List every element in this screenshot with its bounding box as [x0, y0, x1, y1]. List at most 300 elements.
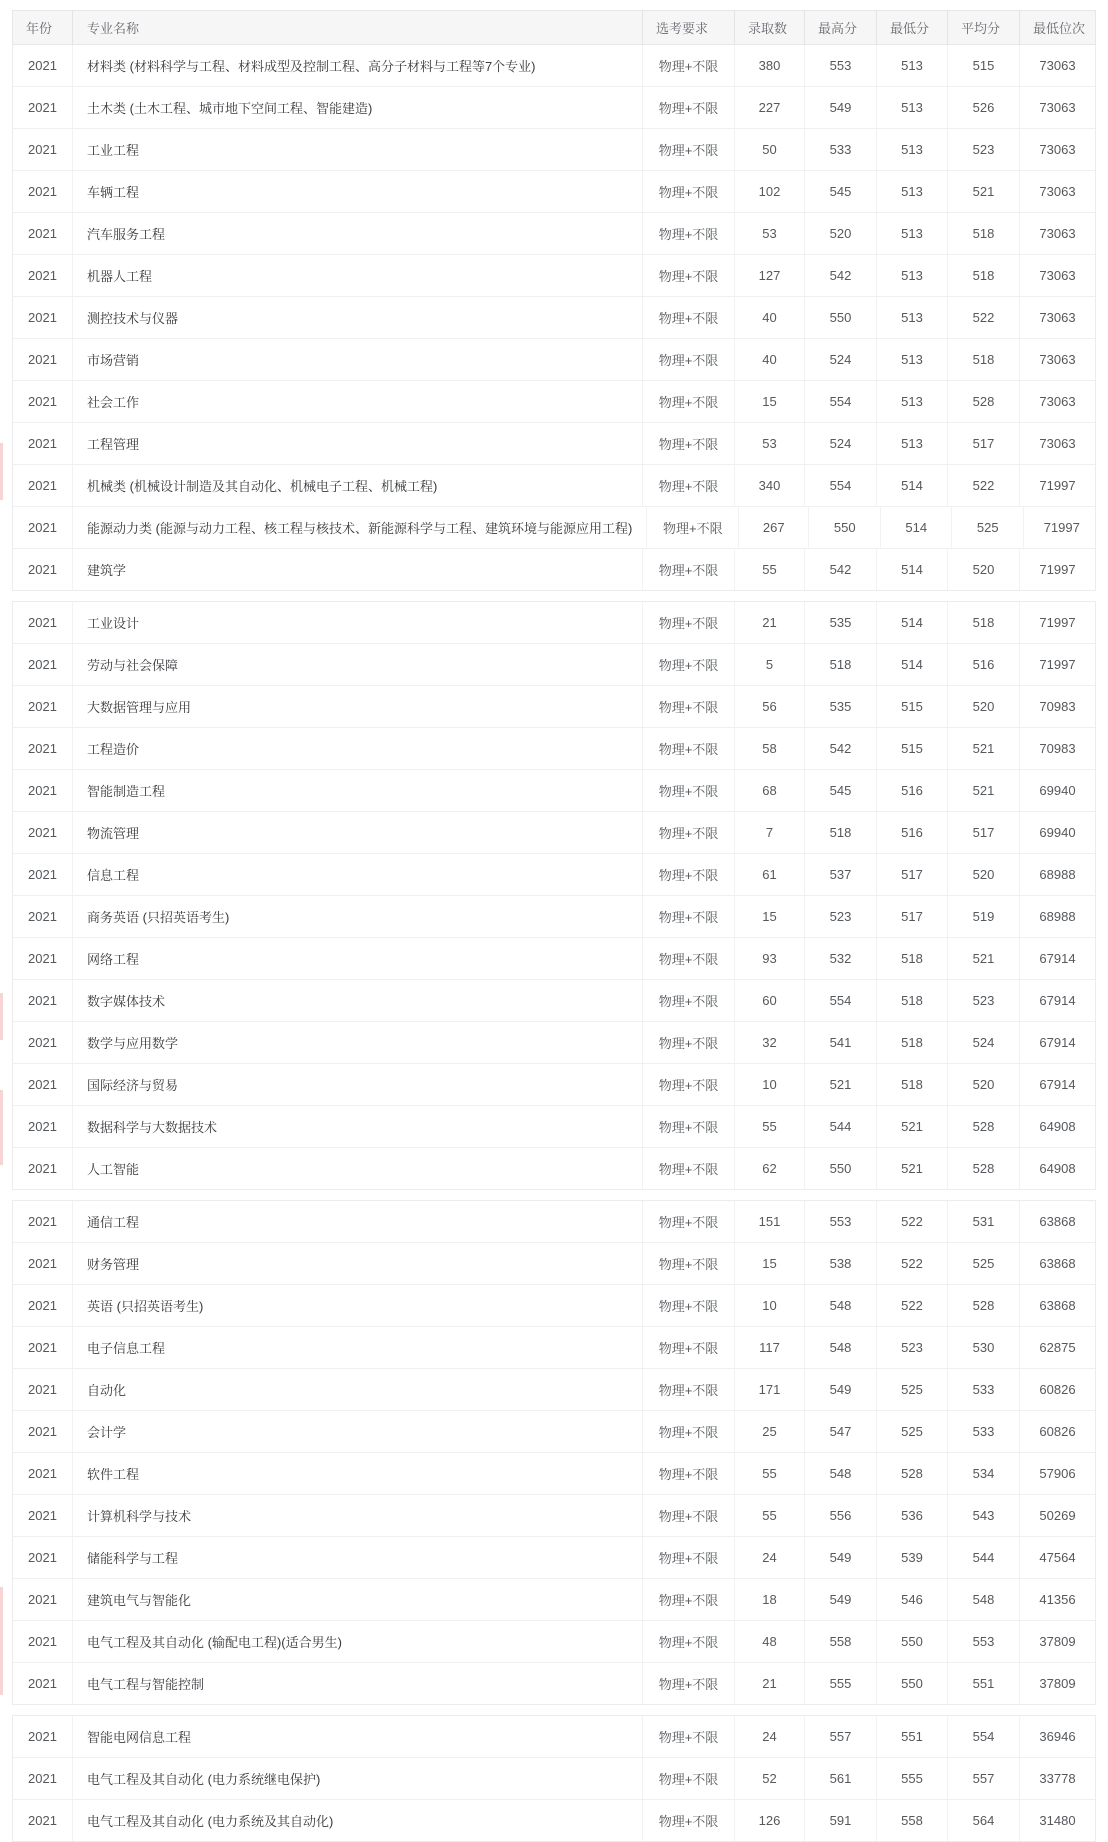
- column-header-year: 年份: [13, 11, 73, 44]
- cell-lowest-rank: 63868: [1039, 1214, 1076, 1229]
- cell-major-name: 电气工程及其自动化 (电力系统继电保护): [73, 1758, 643, 1799]
- cell-lowest-rank: 67914: [1039, 1077, 1076, 1092]
- cell-lowest-score: 550: [877, 1663, 948, 1704]
- table-row: [13, 1201, 1095, 1242]
- cell-average-score: 521: [948, 728, 1020, 769]
- table-row: [13, 1494, 1095, 1536]
- cell-year: 2021: [13, 938, 73, 979]
- column-header-admitted-count: 录取数: [735, 11, 805, 44]
- cell-admitted-count: 50: [735, 129, 805, 170]
- cell-major-name: 土木类 (土木工程、城市地下空间工程、智能建造): [73, 87, 643, 128]
- cell-subject-requirement: 物理+不限: [643, 1537, 735, 1578]
- cell-lowest-score: 536: [877, 1495, 948, 1536]
- cell-lowest-score: 513: [877, 423, 948, 464]
- cell-subject-requirement: 物理+不限: [643, 1663, 735, 1704]
- cell-subject-requirement: 物理+不限: [643, 770, 735, 811]
- cell-year: 2021: [13, 854, 73, 895]
- cell-subject-requirement: 物理+不限: [643, 129, 735, 170]
- cell-year: 2021: [13, 87, 73, 128]
- cell-admitted-count: 227: [735, 87, 805, 128]
- cell-subject-requirement: 物理+不限: [643, 1243, 735, 1284]
- table-row: [13, 1242, 1095, 1284]
- cell-subject-requirement: 物理+不限: [643, 1201, 735, 1242]
- cell-lowest-score: 513: [877, 129, 948, 170]
- cell-lowest-rank: 33778: [1039, 1771, 1076, 1786]
- cell-major-name: 劳动与社会保障: [73, 644, 643, 685]
- cell-average-score: 518: [948, 213, 1020, 254]
- cell-subject-requirement: 物理+不限: [643, 812, 735, 853]
- cell-lowest-score: 517: [877, 854, 948, 895]
- cell-admitted-count: 40: [735, 297, 805, 338]
- cell-lowest-rank: 73063: [1039, 436, 1076, 451]
- table-row: [13, 1578, 1095, 1620]
- cell-lowest-rank: 71997: [1043, 520, 1080, 535]
- table-row: [13, 853, 1095, 895]
- cell-lowest-score: 513: [877, 255, 948, 296]
- table-row: [13, 1452, 1095, 1494]
- table-section: [12, 1200, 1096, 1705]
- table-row: [13, 296, 1095, 338]
- cell-average-score: 543: [948, 1495, 1020, 1536]
- cell-major-name: 国际经济与贸易: [73, 1064, 643, 1105]
- cell-admitted-count: 5: [735, 644, 805, 685]
- cell-subject-requirement: 物理+不限: [643, 339, 735, 380]
- cell-average-score: 533: [948, 1369, 1020, 1410]
- cell-highest-score: 561: [805, 1758, 877, 1799]
- table-row: [13, 1799, 1095, 1841]
- cell-major-name: 汽车服务工程: [73, 213, 643, 254]
- cell-lowest-rank: 73063: [1039, 58, 1076, 73]
- cell-admitted-count: 126: [735, 1800, 805, 1841]
- cell-admitted-count: 53: [735, 423, 805, 464]
- cell-average-score: 518: [948, 602, 1020, 643]
- cell-highest-score: 549: [805, 1537, 877, 1578]
- cell-highest-score: 524: [805, 339, 877, 380]
- table-row: [13, 1757, 1095, 1799]
- cell-lowest-score: 513: [877, 297, 948, 338]
- cell-admitted-count: 56: [735, 686, 805, 727]
- cell-subject-requirement: 物理+不限: [643, 423, 735, 464]
- cell-major-name: 建筑学: [73, 549, 643, 590]
- cell-major-name: 能源动力类 (能源与动力工程、核工程与核技术、新能源科学与工程、建筑环境与能源应用工程): [73, 507, 647, 548]
- cell-lowest-rank: 73063: [1039, 142, 1076, 157]
- cell-average-score: 523: [948, 980, 1020, 1021]
- cell-highest-score: 548: [805, 1285, 877, 1326]
- column-header-major-name: 专业名称: [73, 11, 643, 44]
- cell-major-name: 信息工程: [73, 854, 643, 895]
- cell-average-score: 519: [948, 896, 1020, 937]
- cell-major-name: 电气工程及其自动化 (电力系统及其自动化): [73, 1800, 643, 1841]
- cell-average-score: 520: [948, 686, 1020, 727]
- cell-subject-requirement: 物理+不限: [643, 255, 735, 296]
- cell-major-name: 工程造价: [73, 728, 643, 769]
- cell-lowest-score: 558: [877, 1800, 948, 1841]
- cell-lowest-score: 513: [877, 87, 948, 128]
- cell-highest-score: 554: [805, 381, 877, 422]
- table-row: [13, 338, 1095, 380]
- cell-average-score: 524: [948, 1022, 1020, 1063]
- cell-admitted-count: 24: [735, 1716, 805, 1757]
- cell-subject-requirement: 物理+不限: [643, 1579, 735, 1620]
- table-section: [12, 1715, 1096, 1842]
- cell-lowest-score: 518: [877, 1064, 948, 1105]
- cell-average-score: 531: [948, 1201, 1020, 1242]
- cell-major-name: 车辆工程: [73, 171, 643, 212]
- column-header-highest-score: 最高分: [805, 11, 877, 44]
- cell-highest-score: 518: [805, 644, 877, 685]
- cell-lowest-rank: 71997: [1039, 657, 1076, 672]
- cell-admitted-count: 151: [735, 1201, 805, 1242]
- cell-year: 2021: [13, 45, 73, 86]
- cell-subject-requirement: 物理+不限: [643, 938, 735, 979]
- cell-lowest-rank: 37809: [1039, 1634, 1076, 1649]
- cell-year: 2021: [13, 1663, 73, 1704]
- cell-year: 2021: [13, 1148, 73, 1189]
- cell-year: 2021: [13, 1327, 73, 1368]
- cell-major-name: 储能科学与工程: [73, 1537, 643, 1578]
- cell-year: 2021: [13, 297, 73, 338]
- cell-admitted-count: 21: [735, 602, 805, 643]
- cell-year: 2021: [13, 686, 73, 727]
- table-row: [13, 1147, 1095, 1189]
- cell-major-name: 工业设计: [73, 602, 643, 643]
- cell-highest-score: 549: [805, 87, 877, 128]
- cell-highest-score: 548: [805, 1327, 877, 1368]
- cell-year: 2021: [13, 465, 73, 506]
- cell-average-score: 521: [948, 938, 1020, 979]
- cell-lowest-rank: 50269: [1039, 1508, 1076, 1523]
- table-row: [13, 1662, 1095, 1704]
- cell-major-name: 测控技术与仪器: [73, 297, 643, 338]
- cell-year: 2021: [13, 423, 73, 464]
- cell-year: 2021: [13, 1716, 73, 1757]
- cell-highest-score: 518: [805, 812, 877, 853]
- cell-highest-score: 557: [805, 1716, 877, 1757]
- cell-average-score: 528: [948, 1148, 1020, 1189]
- cell-highest-score: 524: [805, 423, 877, 464]
- cell-major-name: 通信工程: [73, 1201, 643, 1242]
- left-edge-artifact: [0, 993, 3, 1040]
- cell-major-name: 会计学: [73, 1411, 643, 1452]
- cell-year: 2021: [13, 1758, 73, 1799]
- table-row: [13, 254, 1095, 296]
- cell-subject-requirement: 物理+不限: [643, 1064, 735, 1105]
- table-row: [13, 1716, 1095, 1757]
- table-section: [12, 45, 1096, 591]
- table-row: [13, 1620, 1095, 1662]
- table-row: [13, 128, 1095, 170]
- cell-admitted-count: 61: [735, 854, 805, 895]
- cell-year: 2021: [13, 1411, 73, 1452]
- cell-major-name: 智能制造工程: [73, 770, 643, 811]
- cell-lowest-rank: 67914: [1039, 951, 1076, 966]
- cell-year: 2021: [13, 1243, 73, 1284]
- cell-year: 2021: [13, 213, 73, 254]
- cell-lowest-score: 518: [877, 1022, 948, 1063]
- cell-lowest-rank: 68988: [1039, 867, 1076, 882]
- cell-major-name: 财务管理: [73, 1243, 643, 1284]
- cell-average-score: 544: [948, 1537, 1020, 1578]
- left-edge-artifact: [0, 1587, 3, 1695]
- cell-highest-score: 555: [805, 1663, 877, 1704]
- cell-subject-requirement: 物理+不限: [643, 854, 735, 895]
- cell-lowest-rank: 69940: [1039, 825, 1076, 840]
- cell-subject-requirement: 物理+不限: [643, 297, 735, 338]
- cell-average-score: 520: [948, 854, 1020, 895]
- cell-highest-score: 533: [805, 129, 877, 170]
- cell-admitted-count: 55: [735, 1495, 805, 1536]
- cell-lowest-rank: 41356: [1039, 1592, 1076, 1607]
- cell-highest-score: 545: [805, 171, 877, 212]
- cell-major-name: 材料类 (材料科学与工程、材料成型及控制工程、高分子材料与工程等7个专业): [73, 45, 643, 86]
- table-row: [13, 769, 1095, 811]
- cell-lowest-rank: 57906: [1039, 1466, 1076, 1481]
- cell-admitted-count: 15: [735, 1243, 805, 1284]
- cell-lowest-score: 546: [877, 1579, 948, 1620]
- cell-admitted-count: 18: [735, 1579, 805, 1620]
- cell-major-name: 人工智能: [73, 1148, 643, 1189]
- table-row: [13, 1063, 1095, 1105]
- table-row: [13, 1410, 1095, 1452]
- cell-lowest-score: 514: [877, 465, 948, 506]
- cell-year: 2021: [13, 770, 73, 811]
- cell-admitted-count: 21: [735, 1663, 805, 1704]
- cell-lowest-rank: 64908: [1039, 1119, 1076, 1134]
- cell-highest-score: 520: [805, 213, 877, 254]
- cell-admitted-count: 55: [735, 1106, 805, 1147]
- cell-subject-requirement: 物理+不限: [643, 980, 735, 1021]
- cell-lowest-score: 514: [877, 644, 948, 685]
- cell-admitted-count: 58: [735, 728, 805, 769]
- cell-highest-score: 553: [805, 45, 877, 86]
- column-header-subject-requirement: 选考要求: [643, 11, 735, 44]
- cell-average-score: 525: [948, 1243, 1020, 1284]
- cell-subject-requirement: 物理+不限: [643, 45, 735, 86]
- cell-major-name: 市场营销: [73, 339, 643, 380]
- cell-lowest-score: 539: [877, 1537, 948, 1578]
- cell-lowest-score: 515: [877, 686, 948, 727]
- cell-lowest-rank: 73063: [1039, 226, 1076, 241]
- cell-average-score: 551: [948, 1663, 1020, 1704]
- cell-highest-score: 554: [805, 980, 877, 1021]
- cell-highest-score: 542: [805, 728, 877, 769]
- cell-average-score: 526: [948, 87, 1020, 128]
- cell-lowest-score: 516: [877, 812, 948, 853]
- cell-subject-requirement: 物理+不限: [643, 1495, 735, 1536]
- cell-highest-score: 553: [805, 1201, 877, 1242]
- cell-average-score: 516: [948, 644, 1020, 685]
- table-row: [13, 1368, 1095, 1410]
- cell-average-score: 522: [948, 465, 1020, 506]
- table-row: [13, 602, 1095, 643]
- column-header-average-score: 平均分: [948, 11, 1020, 44]
- cell-highest-score: 532: [805, 938, 877, 979]
- cell-major-name: 数字媒体技术: [73, 980, 643, 1021]
- table-row: [13, 422, 1095, 464]
- cell-highest-score: 535: [805, 602, 877, 643]
- cell-admitted-count: 93: [735, 938, 805, 979]
- cell-year: 2021: [13, 728, 73, 769]
- cell-admitted-count: 24: [735, 1537, 805, 1578]
- cell-lowest-rank: 36946: [1039, 1729, 1076, 1744]
- cell-year: 2021: [13, 1453, 73, 1494]
- cell-major-name: 电气工程与智能控制: [73, 1663, 643, 1704]
- cell-subject-requirement: 物理+不限: [643, 1453, 735, 1494]
- cell-major-name: 建筑电气与智能化: [73, 1579, 643, 1620]
- cell-admitted-count: 15: [735, 896, 805, 937]
- cell-highest-score: 538: [805, 1243, 877, 1284]
- cell-lowest-rank: 71997: [1039, 615, 1076, 630]
- cell-admitted-count: 55: [735, 1453, 805, 1494]
- cell-year: 2021: [13, 381, 73, 422]
- cell-admitted-count: 62: [735, 1148, 805, 1189]
- table-row: [13, 1326, 1095, 1368]
- cell-highest-score: 549: [805, 1369, 877, 1410]
- cell-year: 2021: [13, 129, 73, 170]
- cell-year: 2021: [13, 896, 73, 937]
- cell-subject-requirement: 物理+不限: [643, 602, 735, 643]
- cell-lowest-score: 521: [877, 1106, 948, 1147]
- cell-year: 2021: [13, 507, 73, 548]
- cell-lowest-rank: 62875: [1039, 1340, 1076, 1355]
- cell-lowest-rank: 37809: [1039, 1676, 1076, 1691]
- cell-highest-score: 537: [805, 854, 877, 895]
- cell-lowest-rank: 73063: [1039, 310, 1076, 325]
- cell-major-name: 机器人工程: [73, 255, 643, 296]
- cell-subject-requirement: 物理+不限: [643, 1800, 735, 1841]
- cell-lowest-score: 528: [877, 1453, 948, 1494]
- left-edge-artifact: [0, 1090, 3, 1165]
- cell-lowest-score: 521: [877, 1148, 948, 1189]
- cell-subject-requirement: 物理+不限: [643, 686, 735, 727]
- cell-year: 2021: [13, 1106, 73, 1147]
- cell-subject-requirement: 物理+不限: [643, 549, 735, 590]
- column-header-lowest-rank: 最低位次: [1033, 21, 1086, 36]
- cell-major-name: 数学与应用数学: [73, 1022, 643, 1063]
- cell-lowest-score: 522: [877, 1285, 948, 1326]
- cell-year: 2021: [13, 1537, 73, 1578]
- table-row: [13, 685, 1095, 727]
- cell-lowest-score: 513: [877, 45, 948, 86]
- left-edge-artifact: [0, 443, 3, 500]
- cell-lowest-score: 525: [877, 1369, 948, 1410]
- cell-lowest-score: 515: [877, 728, 948, 769]
- cell-admitted-count: 68: [735, 770, 805, 811]
- cell-lowest-score: 513: [877, 381, 948, 422]
- cell-highest-score: 535: [805, 686, 877, 727]
- table-row: [13, 937, 1095, 979]
- cell-highest-score: 523: [805, 896, 877, 937]
- cell-year: 2021: [13, 1064, 73, 1105]
- cell-major-name: 物流管理: [73, 812, 643, 853]
- cell-average-score: 515: [948, 45, 1020, 86]
- cell-highest-score: 550: [805, 297, 877, 338]
- cell-lowest-score: 514: [877, 549, 948, 590]
- cell-major-name: 数据科学与大数据技术: [73, 1106, 643, 1147]
- cell-lowest-score: 551: [877, 1716, 948, 1757]
- cell-major-name: 商务英语 (只招英语考生): [73, 896, 643, 937]
- cell-subject-requirement: 物理+不限: [643, 1758, 735, 1799]
- cell-average-score: 520: [948, 1064, 1020, 1105]
- cell-year: 2021: [13, 1201, 73, 1242]
- cell-major-name: 大数据管理与应用: [73, 686, 643, 727]
- cell-admitted-count: 53: [735, 213, 805, 254]
- cell-admitted-count: 40: [735, 339, 805, 380]
- cell-lowest-rank: 70983: [1039, 741, 1076, 756]
- cell-average-score: 528: [948, 381, 1020, 422]
- cell-lowest-rank: 63868: [1039, 1256, 1076, 1271]
- cell-lowest-rank: 71997: [1039, 478, 1076, 493]
- cell-highest-score: 547: [805, 1411, 877, 1452]
- cell-subject-requirement: 物理+不限: [643, 728, 735, 769]
- cell-lowest-rank: 60826: [1039, 1424, 1076, 1439]
- table-row: [13, 979, 1095, 1021]
- table-row: [13, 1021, 1095, 1063]
- cell-year: 2021: [13, 549, 73, 590]
- cell-average-score: 554: [948, 1716, 1020, 1757]
- cell-lowest-score: 516: [877, 770, 948, 811]
- cell-highest-score: 549: [805, 1579, 877, 1620]
- cell-lowest-score: 518: [877, 938, 948, 979]
- cell-major-name: 社会工作: [73, 381, 643, 422]
- cell-year: 2021: [13, 1022, 73, 1063]
- cell-average-score: 521: [948, 770, 1020, 811]
- cell-lowest-rank: 69940: [1039, 783, 1076, 798]
- cell-average-score: 520: [948, 549, 1020, 590]
- table-row: [13, 727, 1095, 769]
- table-row: [13, 170, 1095, 212]
- cell-highest-score: 558: [805, 1621, 877, 1662]
- cell-subject-requirement: 物理+不限: [643, 171, 735, 212]
- cell-year: 2021: [13, 812, 73, 853]
- cell-highest-score: 556: [805, 1495, 877, 1536]
- cell-year: 2021: [13, 602, 73, 643]
- cell-subject-requirement: 物理+不限: [647, 507, 739, 548]
- cell-year: 2021: [13, 1495, 73, 1536]
- cell-major-name: 智能电网信息工程: [73, 1716, 643, 1757]
- cell-subject-requirement: 物理+不限: [643, 1285, 735, 1326]
- cell-lowest-score: 514: [881, 507, 952, 548]
- cell-subject-requirement: 物理+不限: [643, 1148, 735, 1189]
- cell-lowest-score: 525: [877, 1411, 948, 1452]
- cell-highest-score: 554: [805, 465, 877, 506]
- cell-highest-score: 542: [805, 549, 877, 590]
- cell-average-score: 522: [948, 297, 1020, 338]
- cell-subject-requirement: 物理+不限: [643, 1327, 735, 1368]
- cell-average-score: 548: [948, 1579, 1020, 1620]
- table-row: [13, 380, 1095, 422]
- cell-lowest-score: 513: [877, 339, 948, 380]
- cell-admitted-count: 10: [735, 1064, 805, 1105]
- cell-lowest-rank: 73063: [1039, 268, 1076, 283]
- cell-subject-requirement: 物理+不限: [643, 465, 735, 506]
- cell-average-score: 564: [948, 1800, 1020, 1841]
- cell-admitted-count: 15: [735, 381, 805, 422]
- cell-average-score: 517: [948, 812, 1020, 853]
- cell-average-score: 525: [952, 507, 1024, 548]
- cell-lowest-score: 513: [877, 213, 948, 254]
- table-row: [13, 643, 1095, 685]
- cell-admitted-count: 380: [735, 45, 805, 86]
- cell-admitted-count: 171: [735, 1369, 805, 1410]
- cell-highest-score: 548: [805, 1453, 877, 1494]
- cell-lowest-rank: 68988: [1039, 909, 1076, 924]
- table-row: [13, 1536, 1095, 1578]
- table-section: [12, 601, 1096, 1190]
- cell-subject-requirement: 物理+不限: [643, 213, 735, 254]
- table-row: [13, 548, 1095, 590]
- cell-admitted-count: 55: [735, 549, 805, 590]
